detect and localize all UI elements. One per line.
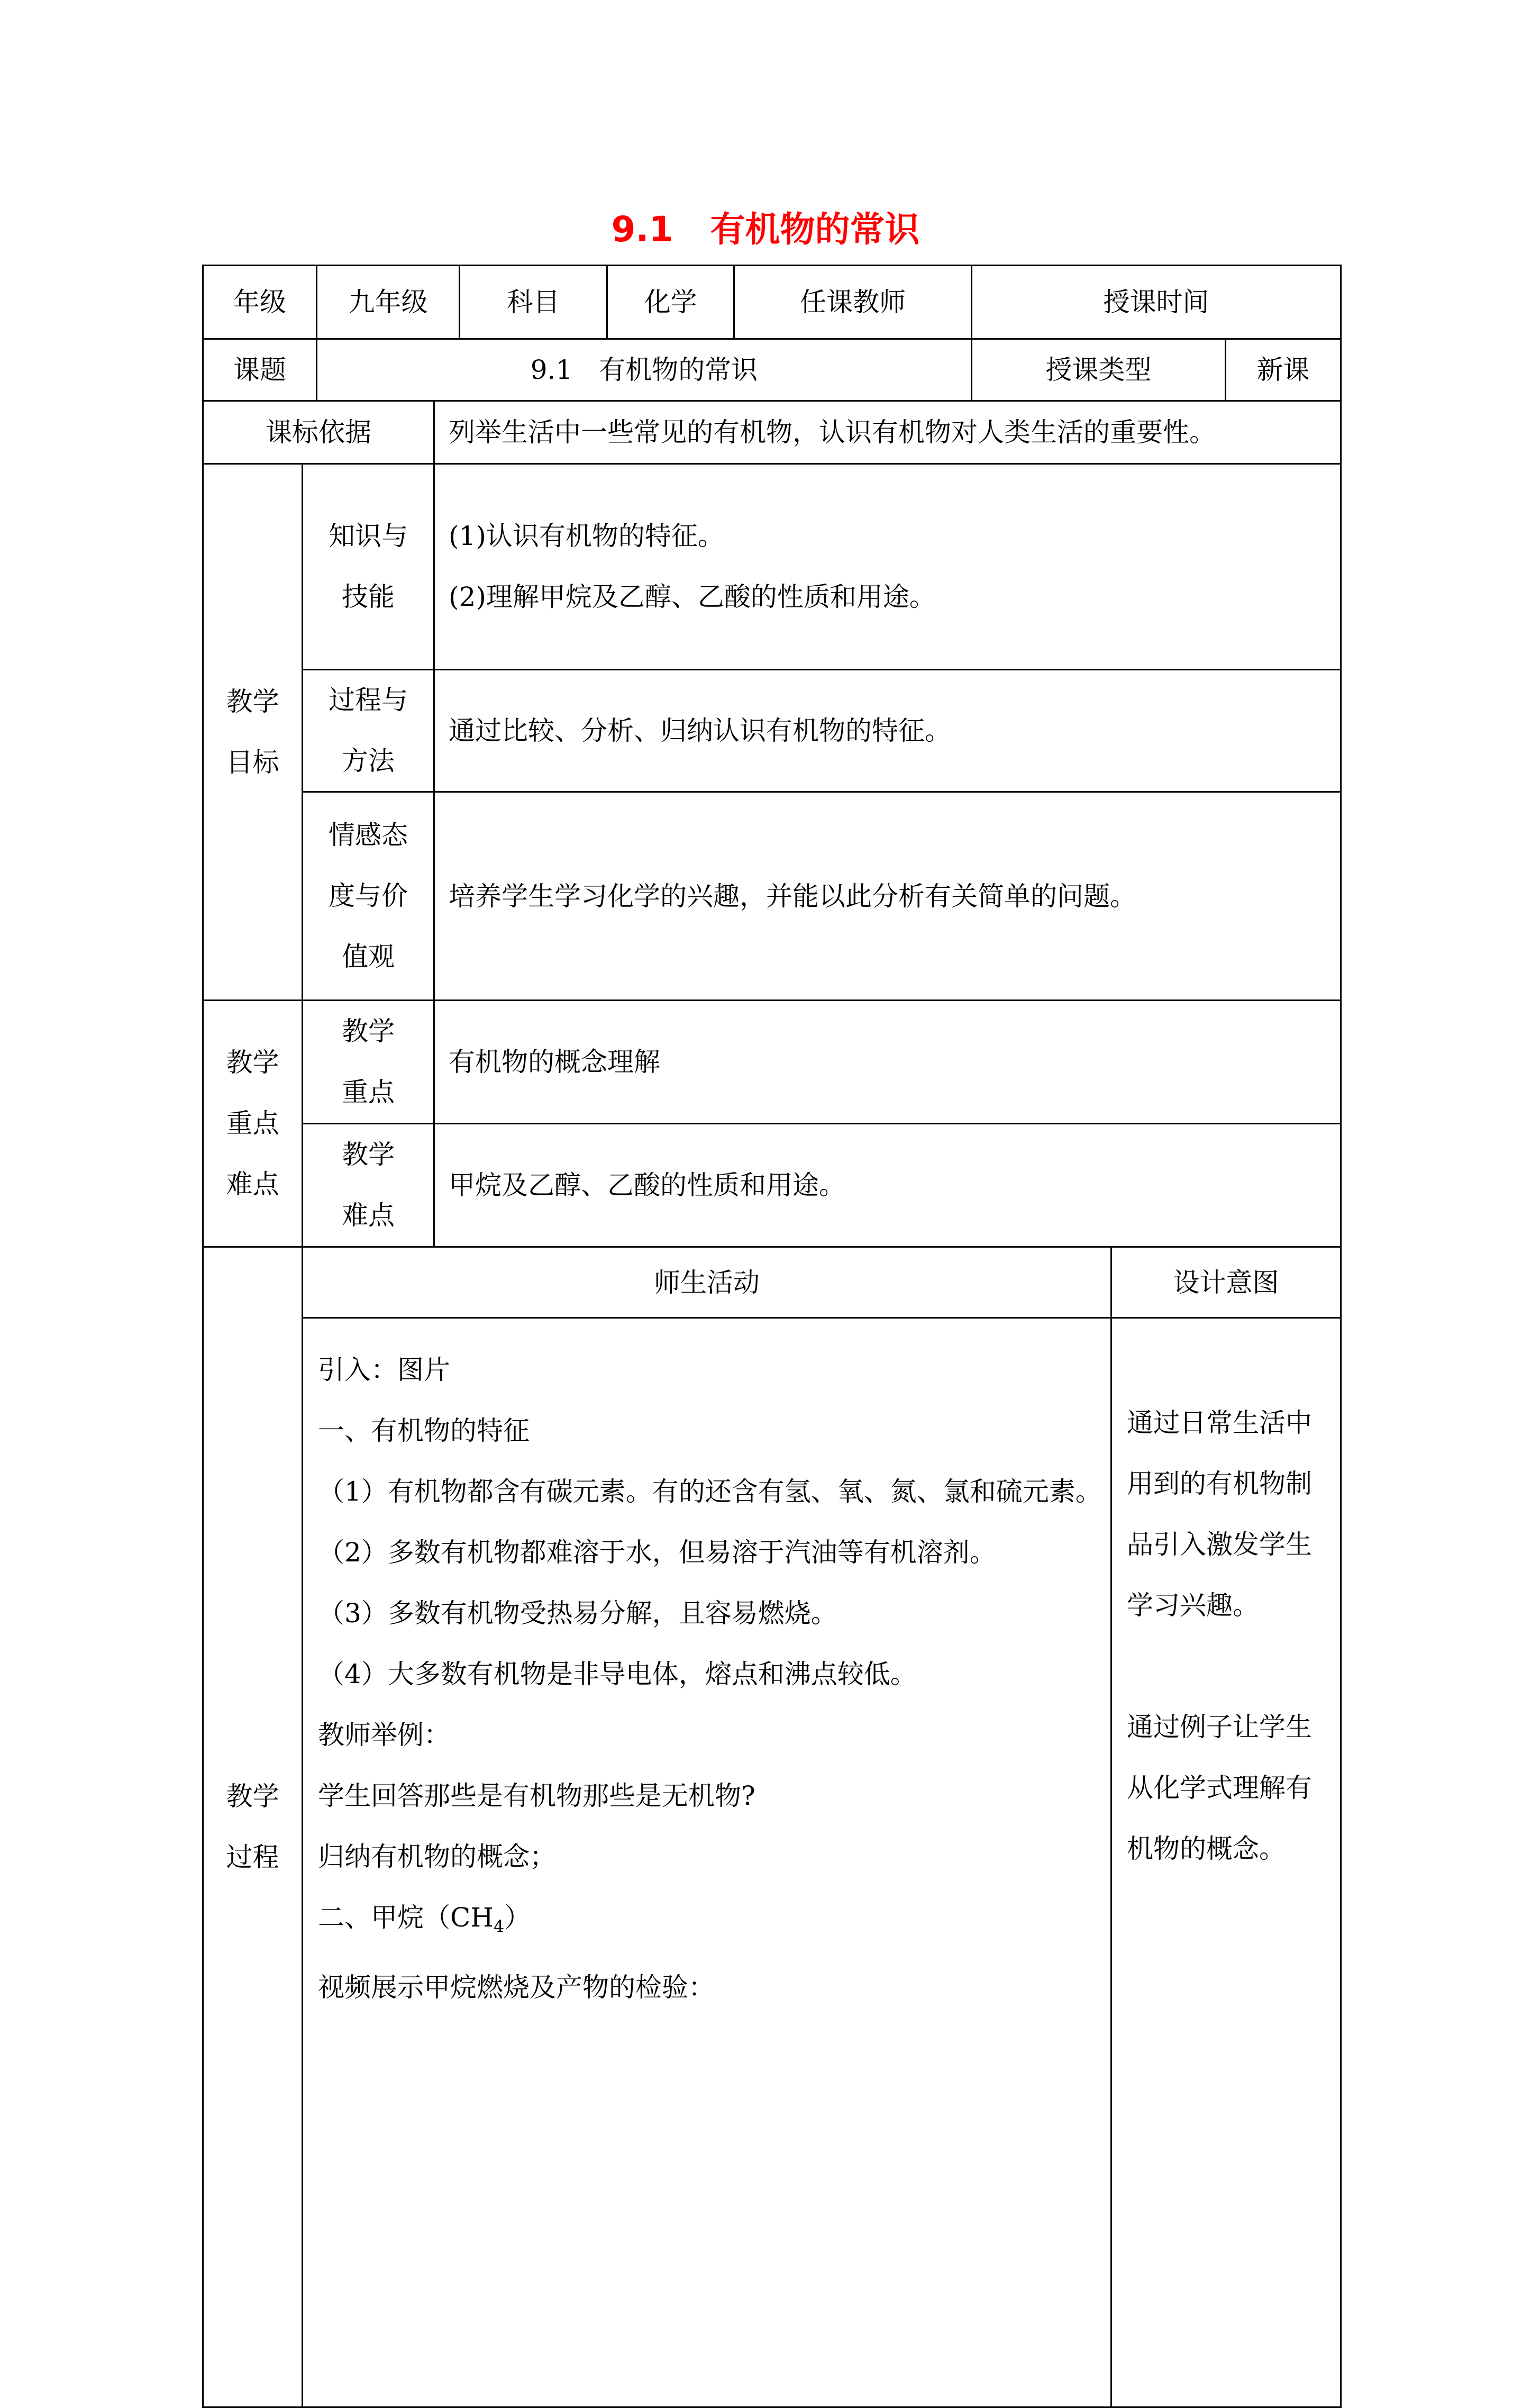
activity-line: 引入：图片 xyxy=(318,1355,450,1385)
page-title xyxy=(0,201,1531,251)
time-label-cell: 授课时间 xyxy=(971,265,1342,340)
process-method-label-cell: 过程与 方法 xyxy=(302,669,435,793)
type-label-cell: 授课类型 xyxy=(971,338,1226,402)
activity-line: 一、有机物的特征 xyxy=(318,1415,530,1446)
topic-label-cell: 课题 xyxy=(202,338,317,402)
objectives-label-cell: 教学 目标 xyxy=(202,463,303,1001)
activity-line: （1）有机物都含有碳元素。有的还含有氢、氧、氮、氯和硫元素。 xyxy=(318,1476,1102,1507)
key-label-cell: 教学 重点 xyxy=(302,999,435,1124)
activity-content-cell xyxy=(302,1317,1112,2408)
knowledge-label-cell: 知识与 技能 xyxy=(302,463,435,670)
emotion-value-cell: 培养学生学习化学的兴趣，并能以此分析有关简单的问题。 xyxy=(433,791,1342,1001)
topic-value-cell: 9.1 有机物的常识 xyxy=(316,338,972,402)
type-value-cell: 新课 xyxy=(1225,338,1342,402)
activity-line: （3）多数有机物受热易分解，且容易燃烧。 xyxy=(318,1598,837,1629)
process-label-cell: 教学 过程 xyxy=(202,1246,303,2408)
title-number: 9.1 xyxy=(611,209,673,250)
key-value-cell: 有机物的概念理解 xyxy=(433,999,1342,1124)
standard-label-cell: 课标依据 xyxy=(202,400,435,465)
subject-label-cell: 科目 xyxy=(459,265,608,340)
grade-label-cell: 年级 xyxy=(202,265,317,340)
difficulty-label-cell: 教学 难点 xyxy=(302,1123,435,1248)
activity-line: 视频展示甲烷燃烧及产物的检验： xyxy=(318,1972,715,2003)
activity-line: 归纳有机物的概念； xyxy=(318,1841,556,1872)
subject-value-cell: 化学 xyxy=(606,265,735,340)
emotion-label-cell: 情感态 度与价 值观 xyxy=(302,791,435,1001)
keypoints-label-cell: 教学 重点 难点 xyxy=(202,999,303,1248)
teacher-label-cell: 任课教师 xyxy=(733,265,972,340)
activity-header-cell: 师生活动 xyxy=(302,1246,1112,1319)
activity-line: （4）大多数有机物是非导电体，熔点和沸点较低。 xyxy=(318,1659,917,1689)
activity-line: 二、甲烷$(CH_4)$ xyxy=(318,1902,531,1937)
grade-value-cell: 九年级 xyxy=(316,265,460,340)
difficulty-value-cell: 甲烷及乙醇、乙酸的性质和用途。 xyxy=(433,1123,1342,1248)
standard-value-cell: 列举生活中一些常见的有机物，认识有机物对人类生活的重要性。 xyxy=(433,400,1342,465)
activity-line: 教师举例： xyxy=(318,1720,450,1750)
purpose-content-cell: 通过日常生活中 用到的有机物制 品引入激发学生 学习兴趣。 通过例子让学生 从化学式理解有 机物的概念。 xyxy=(1110,1317,1342,2408)
process-method-value-cell: 通过比较、分析、归纳认识有机物的特征。 xyxy=(433,669,1342,793)
purpose-header-cell: 设计意图 xyxy=(1110,1246,1342,1319)
activity-line: 学生回答那些是有机物那些是无机物? xyxy=(318,1780,755,1811)
activity-line: （2）多数有机物都难溶于水，但易溶于汽油等有机溶剂。 xyxy=(318,1537,996,1568)
knowledge-value-cell: (1)认识有机物的特征。 (2)理解甲烷及乙醇、乙酸的性质和用途。 xyxy=(433,463,1342,670)
title-text: 有机物的常识 xyxy=(710,209,920,250)
